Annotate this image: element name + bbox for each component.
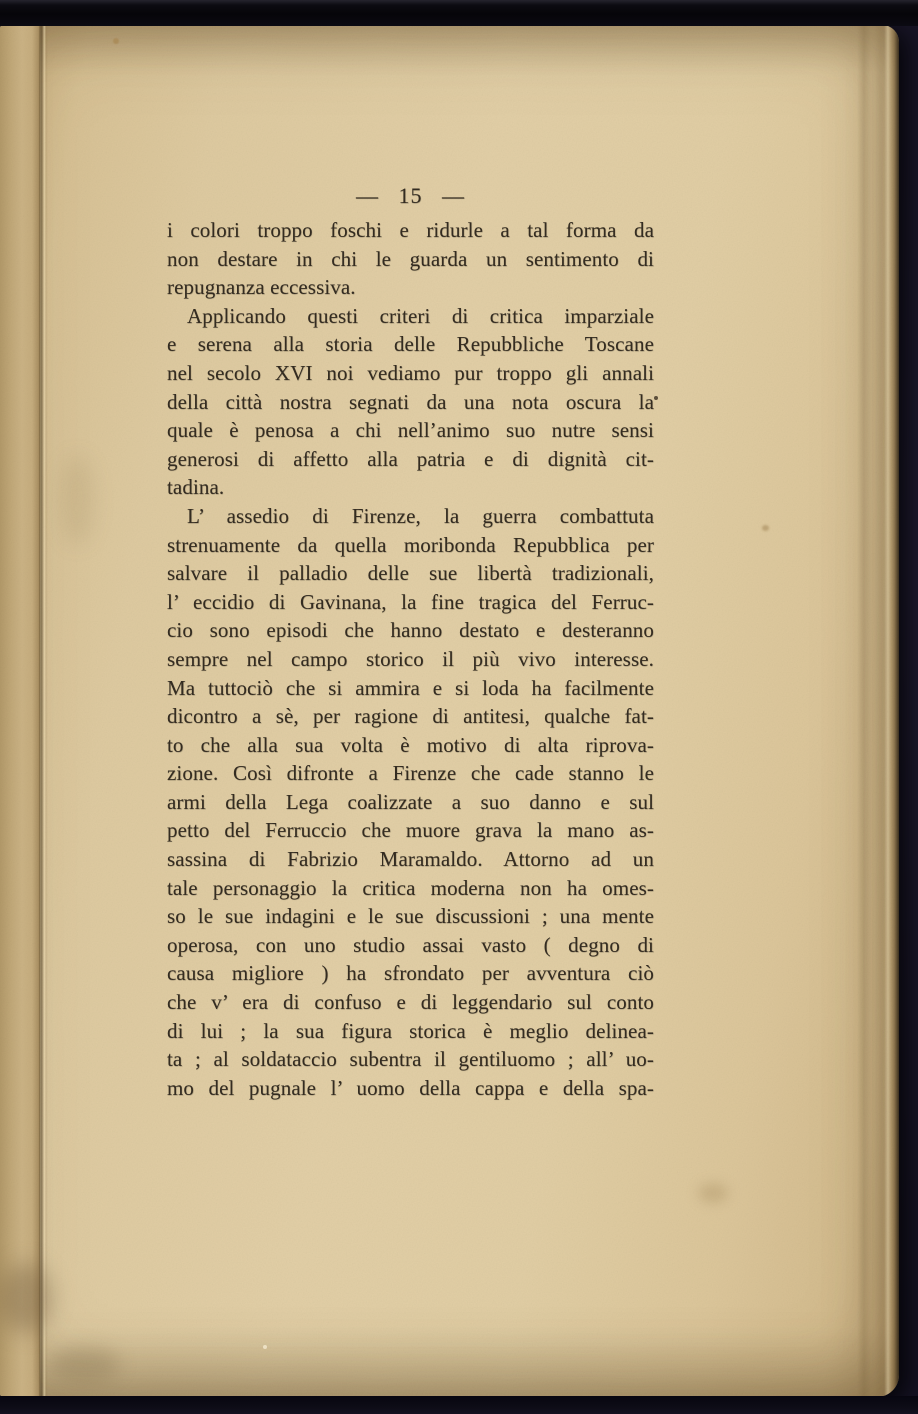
page-gutter-shadow bbox=[0, 25, 40, 1397]
text-line: L’ assedio di Firenze, la guerra combattuta bbox=[187, 503, 654, 528]
text-line: nel secolo XVI noi vediamo pur troppo gli annali bbox=[167, 360, 654, 385]
paper-stain bbox=[698, 1183, 728, 1203]
paper-stain bbox=[113, 38, 119, 44]
paper-stain bbox=[60, 455, 94, 545]
scan-border-top bbox=[0, 0, 918, 26]
text-line: tale personaggio la critica moderna non ha omes- bbox=[167, 875, 654, 900]
text-line: operosa, con uno studio assai vasto ( degno di bbox=[167, 932, 654, 957]
text-line: petto del Ferruccio che muore grava la mano as- bbox=[167, 818, 654, 843]
text-block bbox=[167, 216, 654, 1102]
text-line: so le sue indagini e le sue discussioni ; una mente bbox=[167, 904, 654, 929]
text-line: generosi di affetto alla patria e di dignità cit- bbox=[167, 446, 654, 471]
text-line: strenuamente da quella moribonda Repubblica per bbox=[167, 532, 654, 557]
paper-stain bbox=[50, 1347, 120, 1381]
binding-crease bbox=[39, 25, 48, 1397]
text-line: repugnanza eccessiva. bbox=[167, 275, 356, 300]
text-line: armi della Lega coalizzate a suo danno e sul bbox=[167, 789, 654, 814]
text-line: non destare in chi le guarda un sentimento di bbox=[167, 246, 654, 271]
text-line: mo del pugnale l’ uomo della cappa e della spa- bbox=[167, 1075, 654, 1100]
page-edge-stack bbox=[875, 25, 899, 1397]
text-line: Applicando questi criteri di critica imparziale bbox=[187, 303, 654, 328]
ink-speck bbox=[654, 396, 658, 400]
text-line: e serena alla storia delle Repubbliche Toscane bbox=[167, 332, 654, 357]
text-line: cio sono episodi che hanno destato e desteranno bbox=[167, 618, 654, 643]
paper-fleck bbox=[263, 1345, 267, 1349]
text-line: tadina. bbox=[167, 475, 225, 500]
text-line: salvare il palladio delle sue libertà tradizionali, bbox=[167, 561, 654, 586]
text-line: quale è penosa a chi nell’animo suo nutre sensi bbox=[167, 418, 654, 443]
fore-edge-fold-shadow bbox=[857, 25, 871, 1397]
text-line: che v’ era di confuso e di leggendario sul conto bbox=[167, 990, 654, 1015]
paper-stain bbox=[762, 525, 769, 531]
text-line: i colori troppo foschi e ridurle a tal forma da bbox=[167, 218, 654, 242]
scan-border-bottom bbox=[0, 1396, 918, 1414]
text-line: Ma tuttociò che si ammira e si loda ha facilmente bbox=[167, 675, 654, 700]
text-line: sassina di Fabrizio Maramaldo. Attorno ad un bbox=[167, 847, 654, 872]
text-line: della città nostra segnati da una nota oscura la bbox=[167, 389, 654, 414]
text-line: dicontro a sè, per ragione di antitesi, qualche fat- bbox=[167, 704, 654, 729]
text-line: sempre nel campo storico il più vivo interesse. bbox=[167, 646, 654, 671]
text-line: zione. Così difronte a Firenze che cade stanno le bbox=[167, 761, 654, 786]
text-line: l’ eccidio di Gavinana, la fine tragica del Ferruc- bbox=[167, 589, 654, 614]
text-line: ta ; al soldataccio subentra il gentiluomo ; all’ uo- bbox=[167, 1047, 654, 1072]
page-number: — 15 — bbox=[356, 183, 465, 208]
text-line: causa migliore ) ha sfrondato per avventura ciò bbox=[167, 961, 654, 986]
book-page bbox=[0, 25, 899, 1397]
text-line: to che alla sua volta è motivo di alta riprova- bbox=[167, 732, 654, 757]
text-line: di lui ; la sua figura storica è meglio delinea- bbox=[167, 1018, 654, 1043]
